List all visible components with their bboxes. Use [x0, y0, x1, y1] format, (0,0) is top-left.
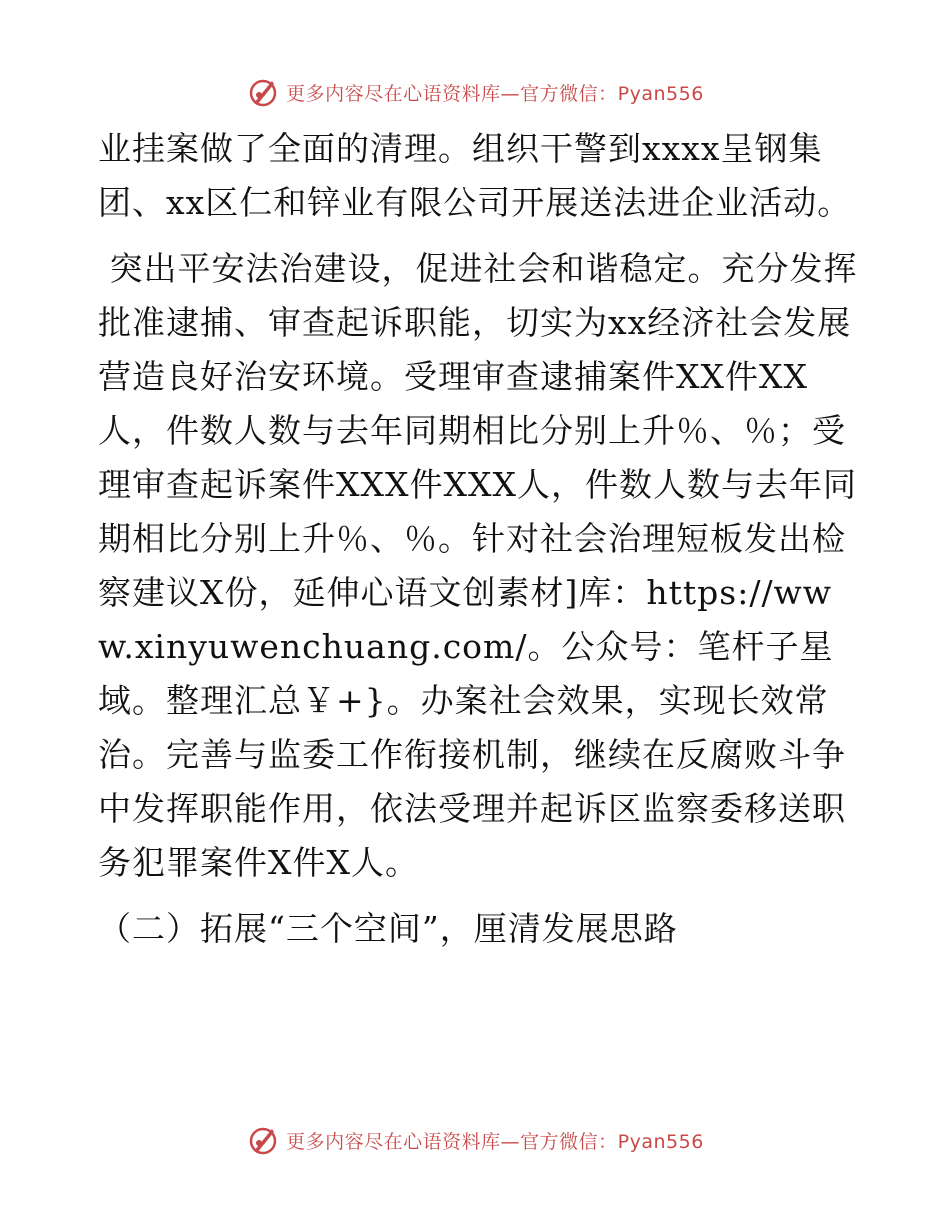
- quill-pen-logo-icon: [246, 75, 280, 109]
- paragraph-2: 突出平安法治建设，促进社会和谐稳定。充分发挥批准逮捕、审查起诉职能，切实为xx经济社会发展营造良好治安环境。受理审查逮捕案件XX件XX人，件数人数与去年同期相比分别上升％、％；受理审查起诉案件XXX件XXX人，件数人数与去年同期相比分别上升％、％。针对社会治理短板发出检察建议X份，延伸心语文创素材]库：https://www.xinyuwenchuang.com/。公众号：笔杆子星域。整理汇总￥+}。办案社会效果，实现长效常治。完善与监委工作衔接机制，继续在反腐败斗争中发挥职能作用，依法受理并起诉区监察委移送职务犯罪案件X件X人。: [98, 249, 858, 882]
- document-body: [98, 122, 858, 956]
- paragraph-1: 业挂案做了全面的清理。组织干警到xxxx呈钢集团、xx区仁和锌业有限公司开展送法进企业活动。: [98, 129, 852, 222]
- section-heading: （二）拓展“三个空间”，厘清发展思路: [98, 909, 678, 948]
- watermark-text: 更多内容尽在心语资料库—官方微信：Pyan556: [286, 82, 704, 105]
- quill-pen-logo-icon: [246, 1123, 280, 1157]
- watermark-text: 更多内容尽在心语资料库—官方微信：Pyan556: [286, 1130, 704, 1153]
- footer-watermark: [0, 1120, 950, 1160]
- header-watermark: [0, 72, 950, 112]
